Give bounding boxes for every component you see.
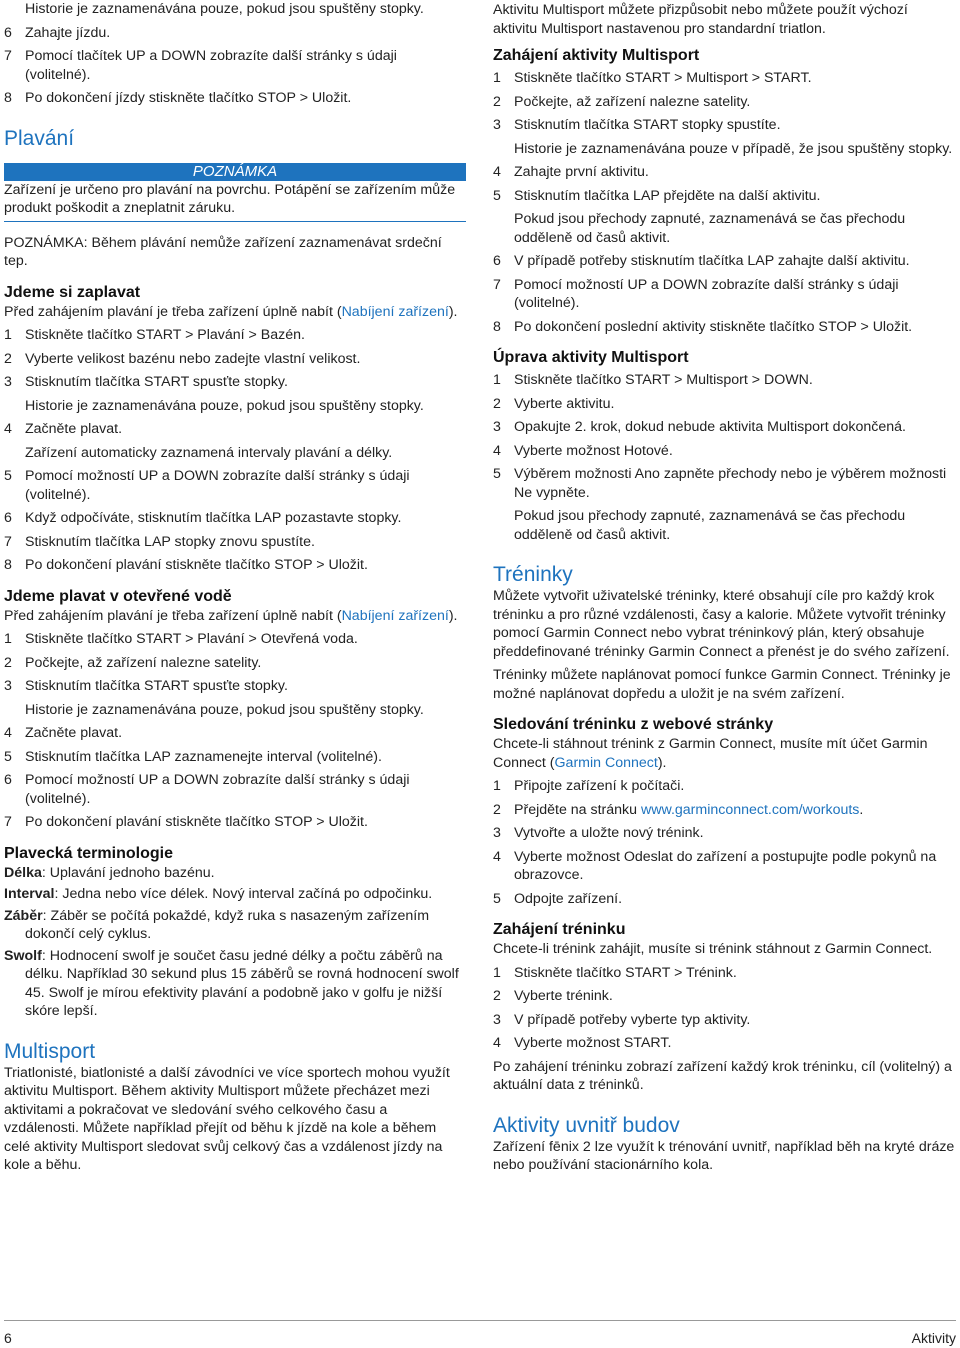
list-item: 1 Stiskněte tlačítko START > Plavání > Otevřená voda. — [4, 631, 358, 647]
list-item: 6 Když odpočíváte, stisknutím tlačítka LAP pozastavte stopky. — [4, 510, 402, 526]
list-item: 5 Odpojte zařízení. — [493, 890, 623, 907]
term-item: Swolf: Hodnocení swolf je součet času jedné délky a počtu záběrů na délku. Například 30 sekund plus 15 záběrů se rovná hodnocení swolf 45. Swolf je mírou efektivity plavání a podobně jako v golfu je nižší skóre lepší. — [4, 947, 459, 1019]
list-item: 5 Výběrem možnosti Ano zapněte přechody nebo je výběrem možnosti Ne vypněte. — [493, 466, 947, 501]
list-item: 5 Stisknutím tlačítka LAP přejděte na další aktivitu. — [493, 187, 821, 204]
workouts-text-2: Tréninky můžete naplánovat pomocí funkce Garmin Connect. Tréninky je možné naplánovat dopředu a uložit je na svém zařízení. — [493, 667, 951, 702]
indoor-text: Zařízení fēnix 2 lze využít k trénování uvnitř, například běh na kryté dráze nebo používání stacionárního kola. — [493, 1138, 955, 1173]
list-item: 1 Stiskněte tlačítko START > Trénink. — [493, 964, 737, 981]
list-item: 7 Po dokončení plavání stiskněte tlačítko STOP > Uložit. — [4, 814, 368, 830]
start-workout-after: Po zahájení tréninku zobrazí zařízení každý krok tréninku, cíl (volitelný) a aktuální data z tréninků. — [493, 1058, 952, 1093]
right-column — [493, 0, 955, 1175]
warning-note — [4, 163, 466, 222]
list-item: 2 Počkejte, až zařízení nalezne satelity. — [4, 654, 262, 671]
list-item: 4 Začněte plavat. — [4, 421, 123, 437]
multisport-text: Triatlonisté, biatlonisté a další závodníci ve více sportech mohou využít aktivitu Multisport. Během aktivity Multisport můžete přecházet mezi aktivitami a pokračovat ve sledování svého celkového času a vzdálenosti. Můžete například přejít od běhu k jízdě na kole a během celé aktivity Multisport sledovat svůj celkový čas a vzdálenost jízdy na kole a běhu. — [4, 1064, 450, 1173]
list-item: 2 Počkejte, až zařízení nalezne satelity. — [493, 93, 751, 110]
workouts-url-link[interactable]: www.garminconnect.com/workouts — [640, 801, 860, 818]
list-item: 7 Stisknutím tlačítka LAP stopky znovu spustíte. — [4, 533, 315, 550]
web-intro: Chcete-li stáhnout trénink z Garmin Connect, musíte mít účet Garmin Connect (Garmin Connect). — [493, 736, 928, 771]
list-item: 1 Připojte zařízení k počítači. — [493, 778, 685, 794]
list-item: 5 Pomocí možností UP a DOWN zobrazíte další stránky s údaji (volitelné). — [4, 468, 410, 503]
list-item: 3 Vytvořte a uložte nový trénink. — [493, 825, 704, 841]
charging-link[interactable]: Nabíjení zařízení — [341, 303, 449, 320]
garmin-connect-link[interactable]: Garmin Connect — [554, 754, 658, 771]
list-item: 3 Stisknutím tlačítka START spusťte stopky. — [4, 374, 288, 390]
section-name: Aktivity — [911, 1330, 956, 1346]
page-number: 6 — [4, 1330, 12, 1346]
page-footer — [4, 1320, 956, 1346]
list-item: 1 Stiskněte tlačítko START > Multisport > START. — [493, 70, 812, 86]
history-note: Historie je zaznamenávána pouze, pokud jsou spuštěny stopky. — [25, 1, 424, 17]
list-item: 4 Vyberte možnost START. — [493, 1035, 672, 1051]
list-item: 3 Opakujte 2. krok, dokud nebude aktivita Multisport dokončená. — [493, 419, 906, 435]
list-item: 2 Přejděte na stránku www.garminconnect.com/workouts. — [493, 801, 864, 818]
note-text: Zařízení je určeno pro plavání na povrchu. Potápění se zařízením může produkt poškodit a zneplatnit záruku. — [4, 181, 466, 222]
history-note: Historie je zaznamenávána pouze, pokud jsou spuštěny stopky. — [25, 701, 424, 718]
list-item: 3 Stisknutím tlačítka START stopky spustíte. — [493, 117, 781, 133]
list-item: 2 Vyberte velikost bazénu nebo zadejte vlastní velikost. — [4, 350, 361, 367]
start-workout-intro: Chcete-li trénink zahájit, musíte si trénink stáhnout z Garmin Connect. — [493, 941, 933, 957]
list-item: 5 Stisknutím tlačítka LAP zaznamenejte interval (volitelné). — [4, 748, 382, 765]
section-title-indoor: Aktivity uvnitř budov — [493, 1113, 680, 1137]
subsection-title-start-workout: Zahájení tréninku — [493, 921, 626, 938]
subsection-title-pool: Jdeme si zaplavat — [4, 283, 141, 301]
subsection-title-open-water: Jdeme plavat v otevřené vodě — [4, 587, 232, 605]
list-item: 6 Zahajte jízdu. — [4, 24, 111, 41]
list-item: 6 V případě potřeby stisknutím tlačítka LAP zahajte další aktivitu. — [493, 253, 910, 269]
list-item: 7 Pomocí možností UP a DOWN zobrazíte další stránky s údaji (volitelné). — [493, 276, 899, 311]
heart-rate-note: POZNÁMKA: Během plávání nemůže zařízení zaznamenávat srdeční tep. — [4, 234, 442, 269]
list-item: 2 Vyberte aktivitu. — [493, 395, 615, 412]
charging-link[interactable]: Nabíjení zařízení — [341, 607, 449, 624]
history-note: Historie je zaznamenávána pouze, pokud jsou spuštěny stopky. — [25, 397, 424, 414]
subsection-title-edit-multisport: Úprava aktivity Multisport — [493, 349, 689, 366]
subsection-title-start-multisport: Zahájení aktivity Multisport — [493, 47, 700, 64]
list-item: 3 Stisknutím tlačítka START spusťte stopky. — [4, 678, 288, 694]
subsection-title-terms: Plavecká terminologie — [4, 844, 173, 862]
list-item: 8 Po dokončení jízdy stiskněte tlačítko STOP > Uložit. — [4, 90, 352, 106]
list-item: 4 Vyberte možnost Odeslat do zařízení a postupujte podle pokynů na obrazovce. — [493, 848, 937, 883]
term-item: Interval: Jedna nebo více délek. Nový interval začíná po odpočinku. — [4, 886, 433, 902]
list-item: 3 V případě potřeby vyberte typ aktivity. — [493, 1011, 751, 1028]
section-title-swim: Plavání — [4, 126, 75, 150]
list-item: 4 Začněte plavat. — [4, 725, 123, 741]
list-item: 1 Stiskněte tlačítko START > Plavání > Bazén. — [4, 327, 305, 343]
multisport-intro: Aktivitu Multisport můžete přizpůsobit nebo můžete použít výchozí aktivitu Multisport nastavenou pro standardní triatlon. — [493, 2, 908, 37]
term-item: Délka: Uplavání jednoho bazénu. — [4, 864, 215, 881]
open-water-intro: Před zahájením plavání je třeba zařízení úplně nabít (Nabíjení zařízení). — [4, 607, 458, 624]
list-item: 1 Stiskněte tlačítko START > Multisport > DOWN. — [493, 372, 813, 388]
list-item: 2 Vyberte trénink. — [493, 988, 613, 1004]
list-item: 6 Pomocí možností UP a DOWN zobrazíte další stránky s údaji (volitelné). — [4, 772, 410, 807]
list-item: 4 Zahajte první aktivitu. — [493, 164, 649, 180]
step-note: Historie je zaznamenávána pouze v případě, že jsou spuštěny stopky. — [514, 140, 953, 157]
left-column — [4, 0, 466, 1175]
step-note: Pokud jsou přechody zapnuté, zaznamenává se čas přechodu odděleně od časů aktivit. — [514, 508, 906, 543]
workouts-text-1: Můžete vytvořit uživatelské tréninky, které obsahují cíle pro každý krok tréninku a pro různé vzdálenosti, časy a kalorie. Můžete vytvořit tréninky pomocí Garmin Connect nebo vybrat tréninkový plán, který obsahuje předdefinované tréninky Garmin Connect a přenést je do svého zařízení. — [493, 588, 950, 660]
step-note: Pokud jsou přechody zapnuté, zaznamenává se čas přechodu odděleně od časů aktivit. — [514, 211, 906, 246]
list-item: 4 Vyberte možnost Hotové. — [493, 442, 673, 459]
subsection-title-web-workout: Sledování tréninku z webové stránky — [493, 716, 774, 733]
term-item: Záběr: Záběr se počítá pokaždé, když ruka s nasazeným zařízením dokončí celý cyklus. — [4, 907, 430, 942]
list-item: 8 Po dokončení plavání stiskněte tlačítko STOP > Uložit. — [4, 557, 368, 573]
pool-intro: Před zahájením plavání je třeba zařízení úplně nabít (Nabíjení zařízení). — [4, 303, 458, 320]
list-item: 8 Po dokončení poslední aktivity stiskněte tlačítko STOP > Uložit. — [493, 318, 913, 335]
note-header: POZNÁMKA — [4, 163, 466, 181]
list-item: 7 Pomocí tlačítek UP a DOWN zobrazíte další stránky s údaji (volitelné). — [4, 48, 397, 83]
section-title-workouts: Tréninky — [493, 563, 573, 586]
section-title-multisport: Multisport — [4, 1039, 96, 1063]
step-note: Zařízení automaticky zaznamená intervaly plavání a délky. — [25, 444, 393, 461]
